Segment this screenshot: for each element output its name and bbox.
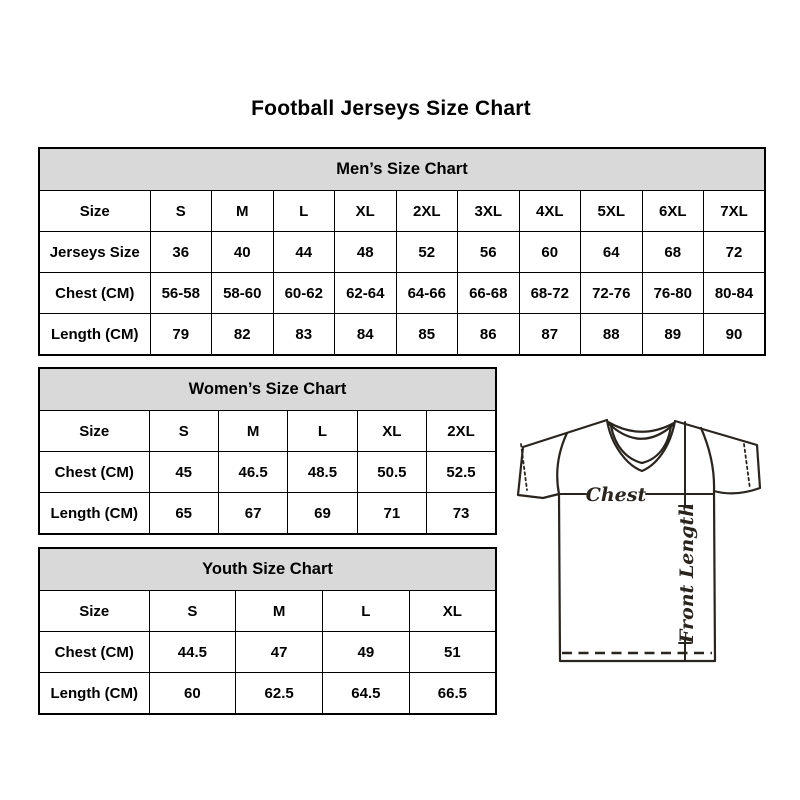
size-value: 76-80 — [642, 273, 704, 314]
table-title-row — [39, 148, 765, 191]
size-value: 45 — [149, 452, 218, 493]
jersey-measurement-diagram — [505, 410, 767, 672]
size-column-header: S — [149, 411, 218, 452]
size-value: 86 — [458, 314, 520, 356]
size-column-header: M — [212, 191, 274, 232]
size-value: 64-66 — [396, 273, 458, 314]
table-row — [39, 411, 496, 452]
size-column-header: S — [150, 191, 212, 232]
jersey-outline-shape — [518, 420, 760, 661]
page-title: Football Jerseys Size Chart — [251, 97, 531, 120]
table-section-title: Youth Size Chart — [39, 548, 496, 591]
size-value: 44.5 — [149, 632, 236, 673]
size-column-header: 2XL — [396, 191, 458, 232]
size-value: 68-72 — [519, 273, 581, 314]
table-row — [39, 314, 765, 356]
size-value: 73 — [427, 493, 496, 535]
size-value: 80-84 — [704, 273, 766, 314]
size-column-header: M — [218, 411, 287, 452]
size-value: 65 — [149, 493, 218, 535]
front-length-label: Front Length — [676, 502, 698, 644]
table-row — [39, 493, 496, 535]
size-value: 60 — [149, 673, 236, 715]
size-column-header: S — [149, 591, 236, 632]
size-value: 60-62 — [273, 273, 335, 314]
row-label: Jerseys Size — [39, 232, 150, 273]
size-value: 88 — [581, 314, 643, 356]
size-value: 72 — [704, 232, 766, 273]
size-value: 52.5 — [427, 452, 496, 493]
size-value: 56 — [458, 232, 520, 273]
size-value: 44 — [273, 232, 335, 273]
size-column-header: 7XL — [704, 191, 766, 232]
corner-header: Size — [39, 591, 149, 632]
size-value: 51 — [409, 632, 496, 673]
table-row — [39, 452, 496, 493]
size-value: 68 — [642, 232, 704, 273]
table-row — [39, 673, 496, 715]
size-value: 46.5 — [218, 452, 287, 493]
size-value: 87 — [519, 314, 581, 356]
row-label: Chest (CM) — [39, 273, 150, 314]
size-value: 85 — [396, 314, 458, 356]
size-value: 48 — [335, 232, 397, 273]
size-value: 72-76 — [581, 273, 643, 314]
row-label: Length (CM) — [39, 673, 149, 715]
size-value: 47 — [236, 632, 323, 673]
size-value: 52 — [396, 232, 458, 273]
size-value: 83 — [273, 314, 335, 356]
collar-back-arcs — [608, 422, 674, 439]
size-column-header: 2XL — [427, 411, 496, 452]
size-value: 90 — [704, 314, 766, 356]
row-label: Length (CM) — [39, 314, 150, 356]
size-value: 49 — [323, 632, 410, 673]
size-value: 56-58 — [150, 273, 212, 314]
size-value: 66-68 — [458, 273, 520, 314]
size-value: 58-60 — [212, 273, 274, 314]
size-value: 89 — [642, 314, 704, 356]
size-column-header: XL — [335, 191, 397, 232]
size-value: 82 — [212, 314, 274, 356]
size-value: 62-64 — [335, 273, 397, 314]
table-row — [39, 191, 765, 232]
size-value: 84 — [335, 314, 397, 356]
womens-size-table — [38, 367, 497, 535]
table-title-row — [39, 368, 496, 411]
size-column-header: L — [273, 191, 335, 232]
size-value: 50.5 — [357, 452, 426, 493]
table-row — [39, 632, 496, 673]
table-section-title: Men’s Size Chart — [39, 148, 765, 191]
size-column-header: M — [236, 591, 323, 632]
youth-size-table — [38, 547, 497, 715]
mens-size-table — [38, 147, 766, 356]
size-value: 66.5 — [409, 673, 496, 715]
size-column-header: 3XL — [458, 191, 520, 232]
size-column-header: XL — [357, 411, 426, 452]
size-value: 67 — [218, 493, 287, 535]
size-value: 60 — [519, 232, 581, 273]
size-value: 48.5 — [288, 452, 357, 493]
table-title-row — [39, 548, 496, 591]
row-label: Length (CM) — [39, 493, 149, 535]
size-value: 62.5 — [236, 673, 323, 715]
table-row — [39, 273, 765, 314]
corner-header: Size — [39, 411, 149, 452]
size-column-header: 6XL — [642, 191, 704, 232]
table-row — [39, 232, 765, 273]
size-column-header: 4XL — [519, 191, 581, 232]
size-value: 64 — [581, 232, 643, 273]
size-column-header: XL — [409, 591, 496, 632]
size-value: 36 — [150, 232, 212, 273]
size-value: 40 — [212, 232, 274, 273]
size-column-header: L — [323, 591, 410, 632]
size-value: 64.5 — [323, 673, 410, 715]
size-column-header: 5XL — [581, 191, 643, 232]
size-value: 71 — [357, 493, 426, 535]
corner-header: Size — [39, 191, 150, 232]
size-column-header: L — [288, 411, 357, 452]
size-value: 79 — [150, 314, 212, 356]
table-section-title: Women’s Size Chart — [39, 368, 496, 411]
size-value: 69 — [288, 493, 357, 535]
table-row — [39, 591, 496, 632]
row-label: Chest (CM) — [39, 632, 149, 673]
row-label: Chest (CM) — [39, 452, 149, 493]
chest-label: Chest — [585, 484, 647, 506]
